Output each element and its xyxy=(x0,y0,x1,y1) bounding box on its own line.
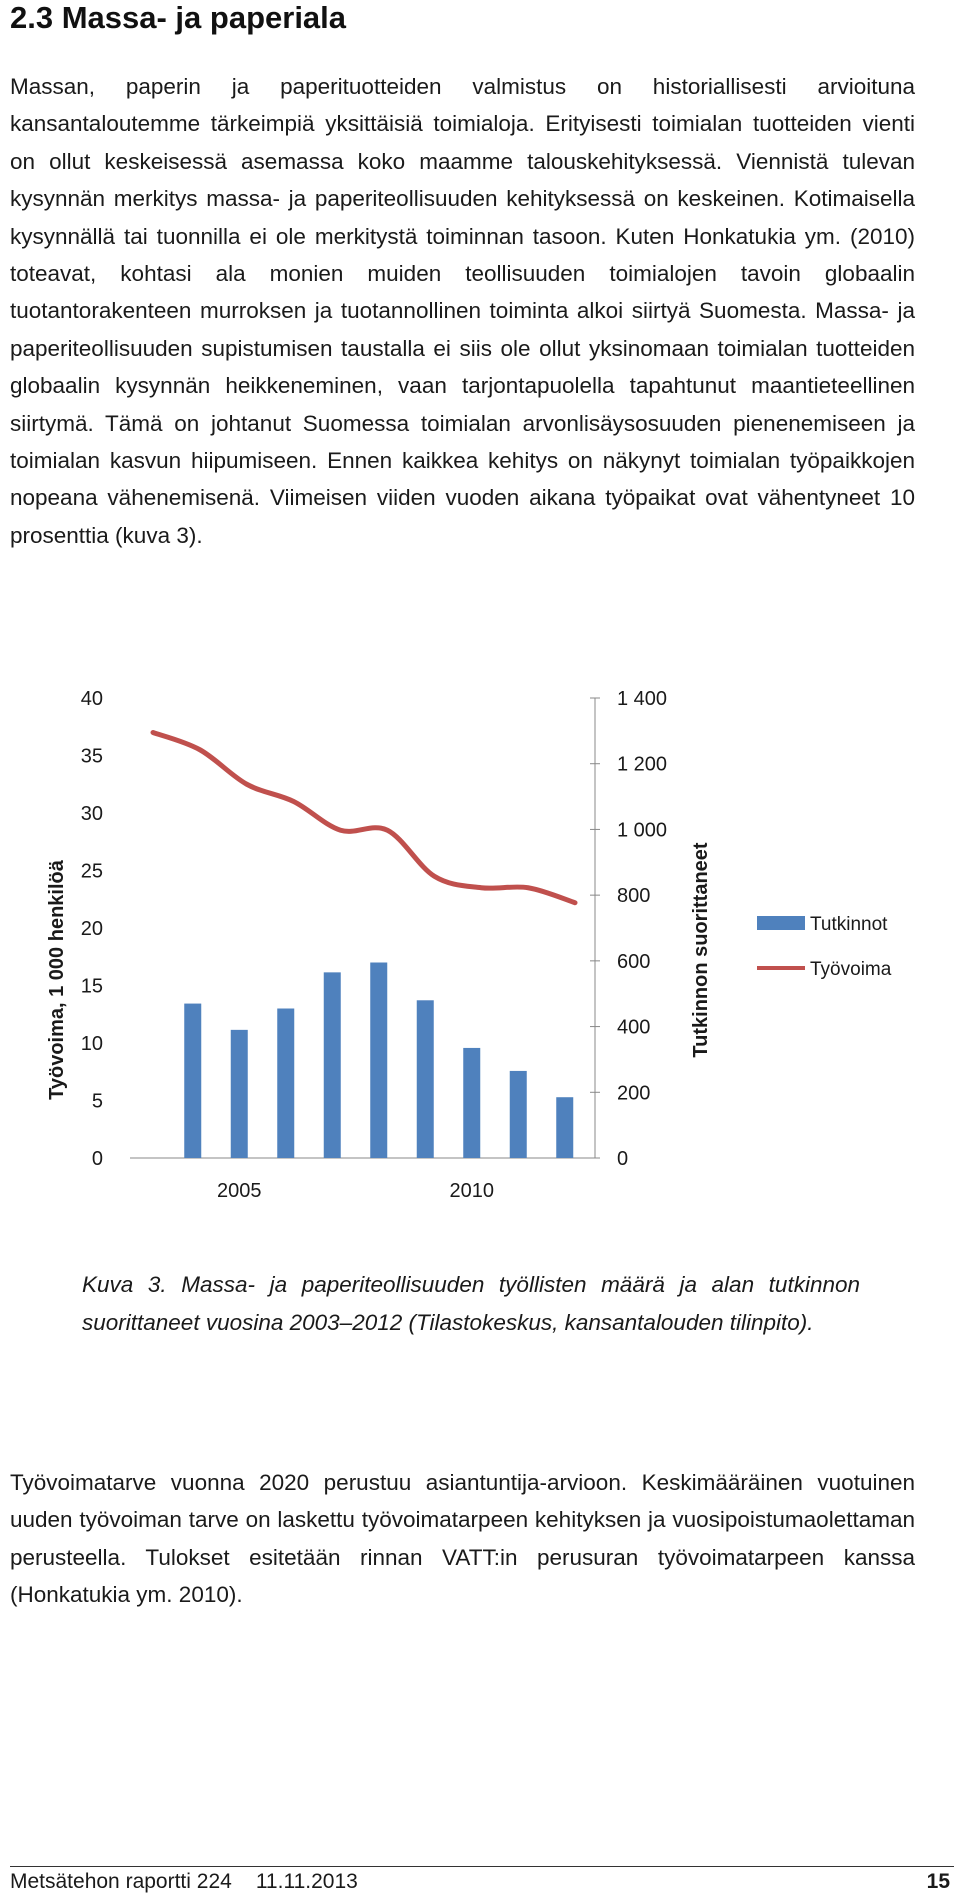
legend-label-tyovoima: Työvoima xyxy=(810,959,892,980)
footer-publication xyxy=(10,1870,358,1894)
left-axis-tick-label: 20 xyxy=(80,918,103,940)
left-axis-tick-label: 35 xyxy=(80,745,103,768)
x-axis-tick-label: 2005 xyxy=(217,1180,262,1202)
bar-tutkinnot xyxy=(370,963,387,1159)
figure-caption xyxy=(82,1266,860,1341)
bar-tutkinnot xyxy=(556,1097,573,1158)
x-axis-tick-label: 2010 xyxy=(449,1180,494,1202)
left-axis-tick-label: 40 xyxy=(80,688,103,710)
footer-divider xyxy=(10,1866,954,1867)
left-axis-tick-label: 15 xyxy=(80,975,103,998)
bar-tutkinnot xyxy=(417,1000,434,1158)
caption-text: Kuva 3. Massa- ja paperiteollisuuden työllisten määrä ja alan tutkinnon suorittaneet vuosina 2003–2012 (Tilastokeskus, kansantalouden tilinpito). xyxy=(82,1272,860,1335)
right-axis-tick-label: 200 xyxy=(617,1082,651,1105)
right-axis-title: Tutkinnon suorittaneet xyxy=(690,842,712,1058)
left-axis-tick-label: 10 xyxy=(80,1033,103,1055)
right-axis-tick-label: 400 xyxy=(617,1016,651,1039)
paragraph-text: Työvoimatarve vuonna 2020 perustuu asiantuntija-arvioon. Keskimääräinen vuotuinen uuden työvoiman tarve on laskettu työvoimatarpeen kehityksen ja vuosipoistumaolettaman perusteella. Tulokset esitetään rinnan VATT:in perusuran työvoimatarpeen kanssa (Honkatukia ym. 2010). xyxy=(10,1470,915,1608)
left-axis-tick-label: 0 xyxy=(91,1148,103,1170)
page-number: 15 xyxy=(926,1870,950,1893)
chart-plot xyxy=(46,688,892,1202)
right-axis-tick-label: 1 200 xyxy=(617,753,668,776)
legend-swatch-tutkinnot xyxy=(757,916,805,930)
paragraph-text: Massan, paperin ja paperituotteiden valmistus on historiallisesti arvioituna kansantaloutemme tärkeimpiä yksittäisiä toimialoja. Erityisesti toimialan tuotteiden vienti on ollut keskeisessä asemassa koko maamme talouskehityksessä. Viennistä tulevan kysynnän merkitys massa- ja paperiteollisuuden kehityksessä on keskeinen. Kotimaisella kysynnällä tai tuonnilla ei ole merkitystä toiminnan tasoon. Kuten Honkatukia ym. (2010) toteavat, kohtasi ala monien muiden teollisuuden toimialojen tavoin globaalin tuotantorakenteen murroksen ja tuotannollinen toiminta alkoi siirtyä Suomesta. Massa- ja paperiteollisuuden supistumisen taustalla ei siis ole ollut yksinomaan toimialan tuotteiden globaalin kysynnän heikkeneminen, vaan tarjontapuolella tapahtunut maantieteellinen siirtymä. Tämä on johtanut Suomessa toimialan arvonlisäysosuuden pienenemiseen ja toimialan kasvun hiipumiseen. Ennen kaikkea kehitys on näkynyt toimialan työpaikkojen nopeana vähenemisenä. Viimeisen viiden vuoden aikana työpaikat ovat vähentyneet 10 prosenttia (kuva 3). xyxy=(10,74,915,548)
employment-chart xyxy=(0,660,960,1220)
right-axis-tick-label: 800 xyxy=(617,885,651,908)
bar-tutkinnot xyxy=(463,1048,480,1158)
bar-tutkinnot xyxy=(277,1009,294,1159)
bar-tutkinnot xyxy=(231,1030,248,1158)
section-heading: 2.3 Massa- ja paperiala xyxy=(10,0,347,35)
footer-publication-name: Metsätehon raportti 224 xyxy=(10,1870,232,1893)
right-axis-tick-label: 600 xyxy=(617,950,651,973)
footer-date: 11.11.2013 xyxy=(255,1870,358,1893)
left-axis-tick-label: 5 xyxy=(91,1090,103,1113)
right-axis-tick-label: 1 400 xyxy=(617,688,668,710)
bar-tutkinnot xyxy=(510,1071,527,1158)
left-axis-tick-label: 30 xyxy=(80,803,103,825)
bar-tutkinnot xyxy=(324,972,341,1158)
right-axis-tick-label: 1 000 xyxy=(617,819,668,842)
left-axis-title: Työvoima, 1 000 henkilöä xyxy=(46,860,68,1100)
right-axis-tick-label: 0 xyxy=(617,1148,629,1170)
bar-tutkinnot xyxy=(184,1004,201,1158)
methodology-paragraph xyxy=(10,1464,915,1614)
left-axis-tick-label: 25 xyxy=(80,860,103,883)
intro-paragraph xyxy=(10,68,915,554)
legend-label-tutkinnot: Tutkinnot xyxy=(810,914,888,935)
line-tyovoima xyxy=(153,733,575,903)
